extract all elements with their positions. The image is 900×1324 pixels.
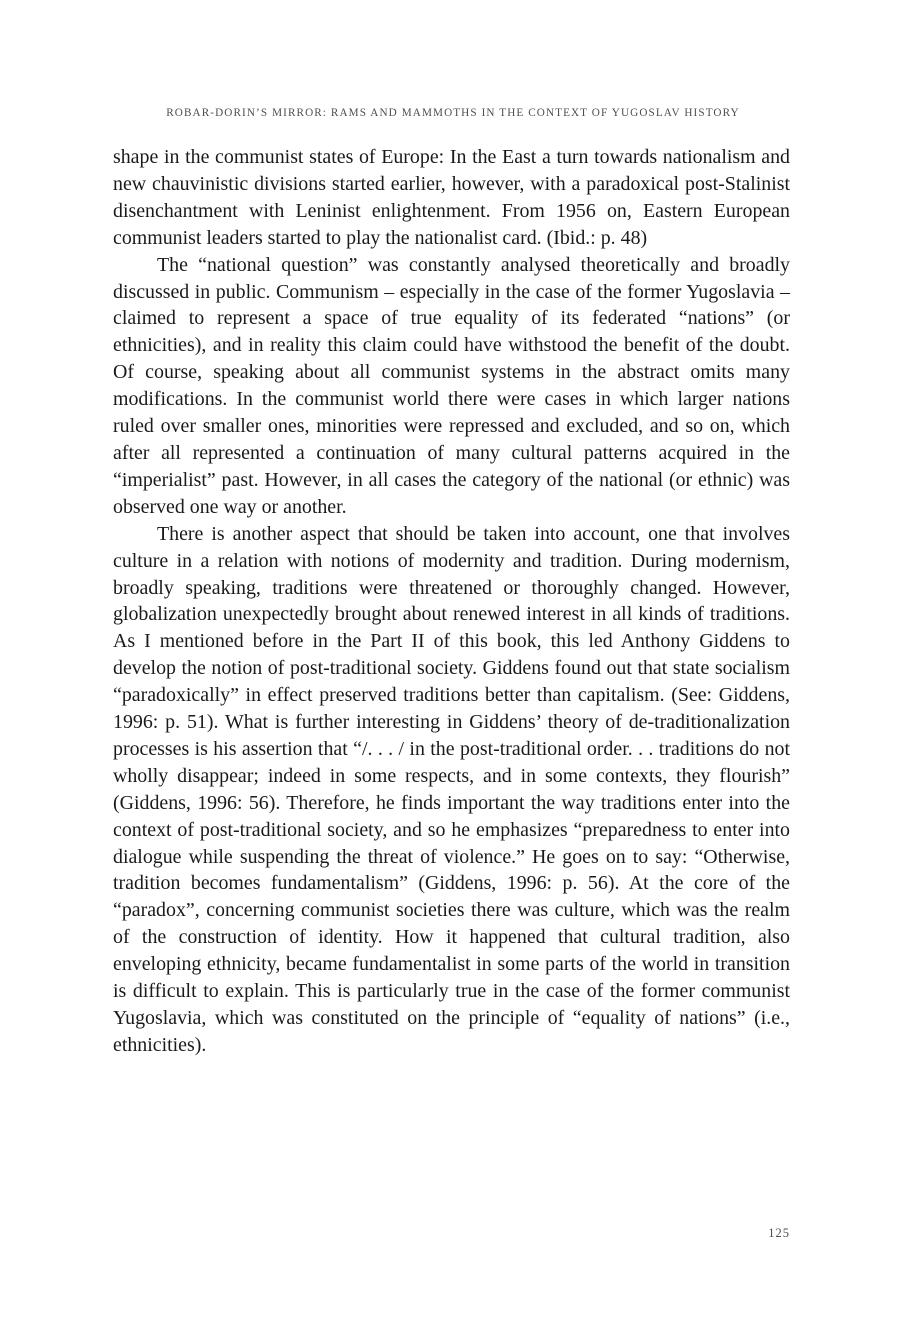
paragraph-3: There is another aspect that should be taken into account, one that involves culture in a relation with notions of modernity and tradition. During modernism, broadly speaking, traditions were threatened or thoroughly changed. However, globalization unexpectedly brought about renewed interest in all kinds of traditions. As I mentioned before in the Part II of this book, this led Anthony Giddens to develop the notion of post-traditional society. Giddens found out that state socialism “paradoxically” in effect preserved traditions better than capitalism. (See: Giddens, 1996: p. 51). What is further interesting in Giddens’ theory of de-traditionalization processes is his assertion that “/. . . / in the post-traditional order. . . traditions do not wholly disappear; indeed in some respects, and in some contexts, they flourish” (Giddens, 1996: 56). Therefore, he finds important the way traditions enter into the context of post-traditional society, and so he emphasizes “preparedness to enter into dialogue while suspending the threat of violence.” He goes on to say: “Otherwise, tradition becomes fundamentalism” (Giddens, 1996: p. 56). At the core of the “paradox”, concerning communist societies there was culture, which was the realm of the construction of identity. How it happened that cultural tradition, also enveloping ethnicity, became fundamentalist in some parts of the world in transition is difficult to explain. This is particularly true in the case of the former communist Yugoslavia, which was constituted on the principle of “equality of nations” (i.e., ethnicities). bbox=[113, 522, 790, 1056]
page-number: 125 bbox=[768, 1226, 790, 1240]
body-text bbox=[113, 144, 790, 1059]
paragraph-2: The “national question” was constantly analysed theoretically and broadly discussed in public. Communism – especially in the case of the former Yugoslavia – claimed to represent a space of true equality of its federated “nations” (or ethnicities), and in reality this claim could have withstood the benefit of the doubt. Of course, speaking about all communist systems in the abstract omits many modifications. In the communist world there were cases in which larger nations ruled over smaller ones, minorities were repressed and excluded, and so on, which after all represented a continuation of many cultural patterns acquired in the “imperialist” past. However, in all cases the category of the national (or ethnic) was observed one way or another. bbox=[113, 253, 790, 518]
paragraph-1: shape in the communist states of Europe: In the East a turn towards nationalism and new chauvinistic divisions started earlier, however, with a paradoxical post-Stalinist disenchantment with Leninist enlightenment. From 1956 on, Eastern European communist leaders started to play the nationalist card. (Ibid.: p. 48) bbox=[113, 146, 790, 249]
running-head: ROBAR-DORIN’S MIRROR: RAMS AND MAMMOTHS IN THE CONTEXT OF YUGOSLAV HISTORY bbox=[166, 107, 740, 119]
